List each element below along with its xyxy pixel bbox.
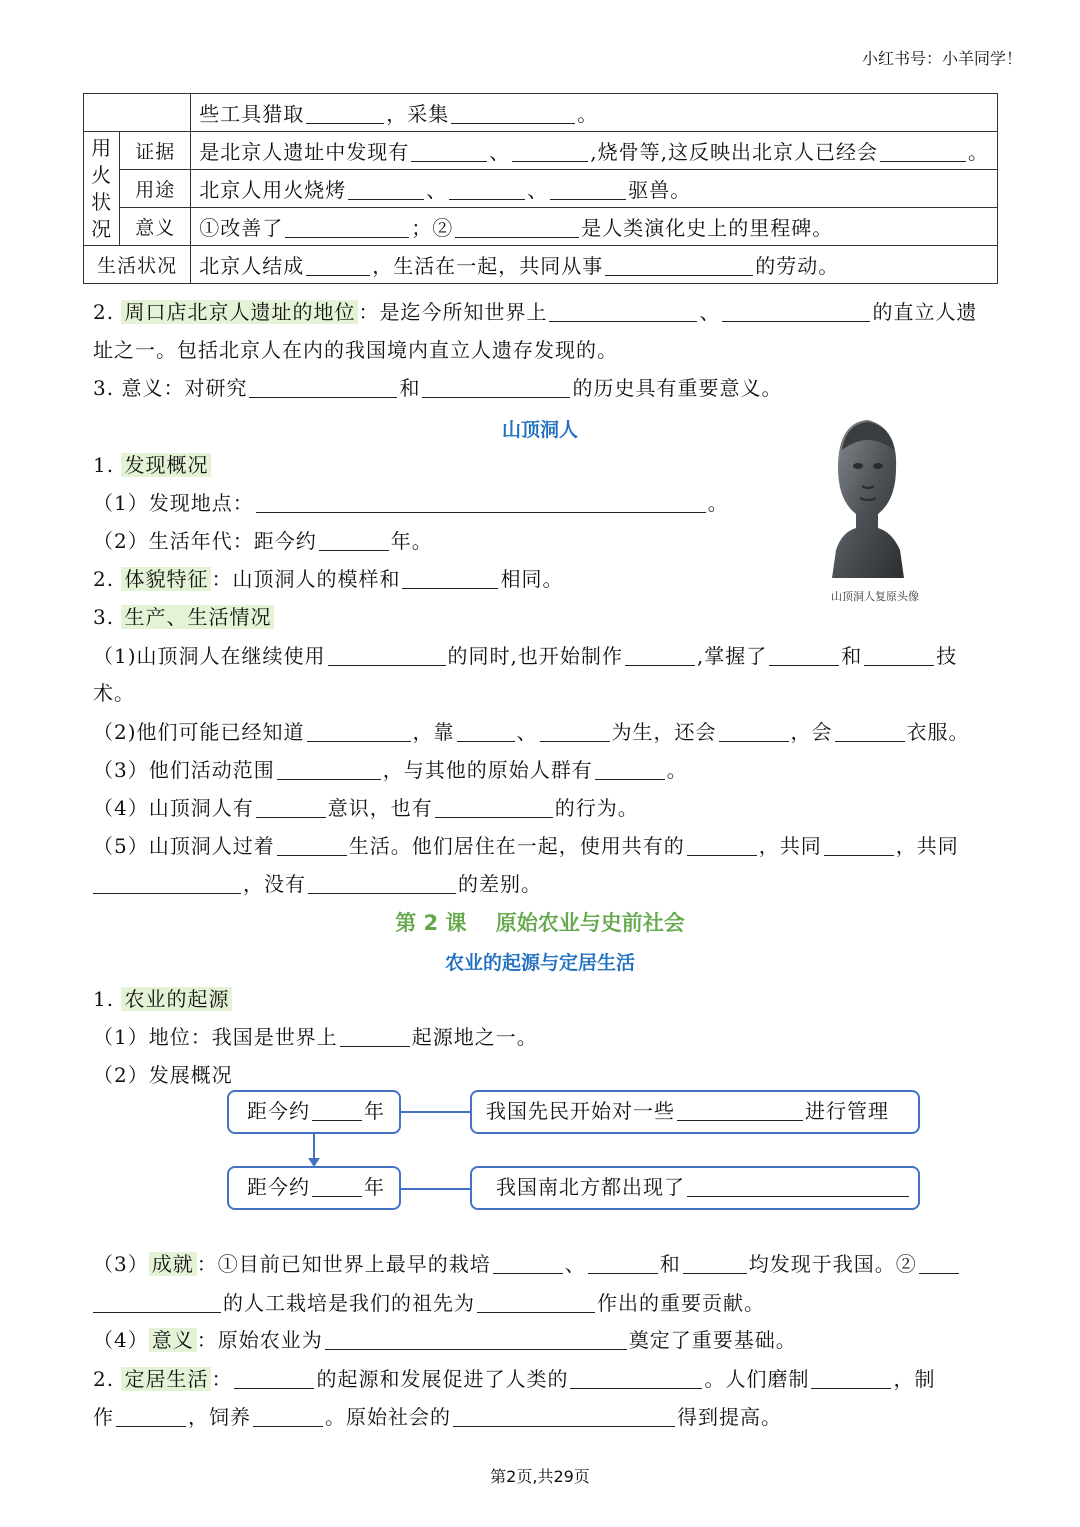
text: ：是迄今所知世界上 (358, 300, 548, 324)
meaning-label: 意义 (120, 208, 191, 246)
text: 年。 (390, 529, 433, 553)
text: 衣服。 (906, 720, 970, 744)
text: 的历史具有重要意义。 (572, 376, 783, 400)
blank[interactable] (588, 1253, 658, 1274)
text: 。原始社会的 (325, 1405, 451, 1429)
tools-text: 些工具猎取 (199, 102, 305, 126)
blank[interactable] (253, 1406, 323, 1427)
zhoukoudian-line-1 (93, 299, 977, 325)
sep: 、 (426, 178, 448, 202)
usage-text: 北京人用火烧烤 (199, 178, 347, 202)
blank[interactable] (919, 1253, 959, 1274)
text: （3）他们活动范围 (93, 758, 275, 782)
blank[interactable] (402, 568, 498, 589)
text: 奠定了重要基础。 (628, 1328, 797, 1352)
period: 。 (666, 758, 688, 782)
text: ： (211, 1367, 233, 1391)
watermark-text: 小红书号：小羊同学！ (862, 49, 1023, 68)
body-line (93, 566, 563, 592)
text: 作出的重要贡献。 (597, 1291, 765, 1315)
text: 的起源和发展促进了人类的 (316, 1367, 569, 1391)
blank[interactable] (835, 721, 905, 742)
life-text-2: ，生活在一起，共同从事 (372, 254, 604, 278)
text: 的同时,也开始制作 (447, 644, 623, 668)
place-line (93, 490, 729, 516)
text: 和 (399, 376, 421, 400)
p1-line (93, 643, 957, 669)
table-row-tools (84, 94, 998, 132)
blank[interactable] (722, 301, 870, 322)
blank[interactable] (256, 492, 706, 513)
fire-char: 用 (91, 135, 113, 160)
text: 意识，也有 (327, 796, 433, 820)
text: （2)他们可能已经知道 (93, 720, 305, 744)
blank[interactable] (512, 141, 588, 162)
meaning-text-3: 是人类演化史上的里程碑。 (581, 216, 834, 240)
blank[interactable] (769, 645, 839, 666)
blank[interactable] (325, 1329, 627, 1350)
table-row-evidence (84, 132, 998, 170)
blank[interactable] (455, 217, 579, 238)
table-row-life (84, 246, 998, 284)
significance-line (93, 375, 782, 401)
blank[interactable] (306, 255, 370, 276)
text: 年 (364, 1175, 385, 1199)
item-number: 2. (93, 1367, 115, 1391)
fire-char: 火 (91, 162, 113, 187)
blank[interactable] (411, 141, 487, 162)
p1-line-2: 术。 (93, 681, 135, 705)
blank[interactable] (493, 1253, 563, 1274)
text: 距今约 (247, 1175, 310, 1199)
fire-char: 况 (91, 216, 113, 241)
text: ：山顶洞人的模样和 (211, 567, 401, 591)
lesson-title: 第 2 课 原始农业与史前社会 (395, 911, 685, 935)
usage-label: 用途 (120, 170, 191, 208)
text: 的直立人遗 (872, 300, 978, 324)
text: （3） (93, 1252, 149, 1276)
text: 距今约 (247, 1099, 310, 1123)
blank[interactable] (864, 645, 934, 666)
life-text-3: 的劳动。 (755, 254, 840, 278)
connector-line (400, 1188, 472, 1190)
blank[interactable] (277, 835, 347, 856)
sep: 、 (699, 300, 721, 324)
achieve-line-2 (93, 1290, 765, 1316)
evidence-label: 证据 (120, 132, 191, 170)
text: 相同。 (500, 567, 564, 591)
production-heading (93, 604, 274, 630)
table-row-meaning (84, 208, 998, 246)
text: 的人工栽培是我们的祖先为 (223, 1291, 475, 1315)
blank[interactable] (306, 103, 384, 124)
text: （5）山顶洞人过着 (93, 834, 275, 858)
blank[interactable] (719, 721, 789, 742)
highlight-label: 定居生活 (121, 1367, 211, 1391)
blank[interactable] (308, 873, 456, 894)
item-number: 2. (93, 567, 115, 591)
agri-meaning-line (93, 1327, 797, 1353)
discovery-heading (93, 452, 211, 478)
item-number: 2. (93, 300, 115, 324)
text: 得到提高。 (677, 1405, 782, 1429)
blank[interactable] (677, 1100, 803, 1121)
text: 生活。他们居住在一起，使用共有的 (348, 834, 685, 858)
highlight-label: 意义 (149, 1328, 197, 1352)
era-line (93, 528, 433, 554)
sep: 、 (489, 140, 511, 164)
item-number: 3. (93, 605, 115, 629)
blank[interactable] (811, 1368, 891, 1389)
blank[interactable] (605, 255, 753, 276)
down-arrow (306, 1132, 322, 1168)
text: 和 (659, 1252, 681, 1276)
period: 。 (968, 140, 989, 164)
table-row-usage (84, 170, 998, 208)
status-line (93, 1024, 538, 1050)
blank[interactable] (312, 1100, 362, 1121)
text: 为生，还会 (611, 720, 717, 744)
gather-text: ，采集 (386, 102, 450, 126)
life-text: 北京人结成 (199, 254, 305, 278)
connector-line (400, 1111, 472, 1113)
text: （1)山顶洞人在继续使用 (93, 644, 326, 668)
text: ：原始农业为 (196, 1328, 323, 1352)
p5-line-2 (93, 871, 542, 897)
lesson-subtitle: 农业的起源与定居生活 (444, 952, 635, 974)
blank[interactable] (93, 873, 241, 894)
text: （1）发现地点： (93, 491, 254, 515)
text: （2）生活年代：距今约 (93, 529, 317, 553)
blank[interactable] (277, 759, 381, 780)
evidence-text-2: ,烧骨等,这反映出北京人已经会 (590, 140, 878, 164)
blank[interactable] (449, 179, 525, 200)
p2-line (93, 719, 970, 745)
text: ，靠 (412, 720, 455, 744)
period: 。 (577, 102, 599, 126)
blank[interactable] (249, 377, 397, 398)
item-number: 1. (93, 987, 115, 1011)
text: （4）山顶洞人有 (93, 796, 254, 820)
section-title-shanding: 山顶洞人 (501, 419, 578, 441)
beijing-man-table (83, 93, 998, 284)
blank[interactable] (435, 797, 553, 818)
text: 的差别。 (458, 872, 542, 896)
blank[interactable] (570, 1368, 702, 1389)
highlight-label: 生产、生活情况 (121, 605, 274, 629)
flow-box-management (470, 1090, 920, 1134)
upper-cave-man-bust-image (822, 410, 914, 580)
item-number: 1. (93, 453, 115, 477)
blank[interactable] (457, 721, 515, 742)
blank[interactable] (625, 645, 695, 666)
origin-heading (93, 986, 232, 1012)
fire-char: 状 (91, 189, 113, 214)
settle-line-2 (93, 1404, 782, 1430)
text: ，会 (790, 720, 833, 744)
flow-box-appearance (470, 1166, 920, 1210)
text: ，共同 (758, 834, 822, 858)
blank[interactable] (824, 835, 894, 856)
text: 和 (841, 644, 863, 668)
achieve-line (93, 1251, 961, 1277)
highlight-label: 农业的起源 (121, 987, 232, 1011)
text: ，制 (893, 1367, 936, 1391)
p3-line (93, 757, 688, 783)
text: 我国南北方都出现了 (496, 1175, 685, 1199)
text: ，与其他的原始人群有 (382, 758, 593, 782)
blank[interactable] (880, 141, 966, 162)
blank[interactable] (256, 797, 326, 818)
text: ，饲养 (188, 1405, 251, 1429)
dev-line: （2）发展概况 (93, 1063, 233, 1087)
highlight-label: 周口店北京人遗址的地位 (121, 300, 358, 324)
text: 年 (364, 1099, 385, 1123)
text: 技 (936, 644, 958, 668)
blank[interactable] (549, 301, 697, 322)
blank[interactable] (93, 1292, 221, 1313)
text: ，共同 (895, 834, 959, 858)
life-label: 生活状况 (84, 246, 191, 284)
blank[interactable] (348, 179, 424, 200)
blank[interactable] (550, 179, 626, 200)
blank[interactable] (683, 1253, 747, 1274)
blank[interactable] (234, 1368, 314, 1389)
text: 的行为。 (554, 796, 639, 820)
page-number: 第2页,共29页 (490, 1467, 590, 1486)
bust-caption: 山顶洞人复原头像 (831, 590, 919, 603)
blank[interactable] (687, 1176, 909, 1197)
blank[interactable] (477, 1292, 595, 1313)
p4-line (93, 795, 639, 821)
sep: 、 (527, 178, 549, 202)
text: 均发现于我国。② (748, 1252, 917, 1276)
blank[interactable] (453, 1406, 675, 1427)
blank[interactable] (328, 645, 446, 666)
evidence-text: 是北京人遗址中发现有 (199, 140, 410, 164)
sep: 、 (516, 720, 538, 744)
blank[interactable] (116, 1406, 186, 1427)
text: ：①目前已知世界上最早的栽培 (196, 1252, 491, 1276)
text: （4） (93, 1328, 149, 1352)
usage-text-2: 驱兽。 (628, 178, 692, 202)
p5-line (93, 833, 959, 859)
flow-box-era-2 (227, 1166, 401, 1210)
zhoukoudian-line-2: 址之一。包括北京人在内的我国境内直立人遗存发现的。 (93, 338, 618, 362)
period: 。 (707, 491, 729, 515)
blank[interactable] (307, 721, 411, 742)
text: 3. 意义：对研究 (93, 376, 248, 400)
text: 。人们磨制 (704, 1367, 810, 1391)
blank[interactable] (540, 721, 610, 742)
blank[interactable] (340, 1026, 410, 1047)
text: ,掌握了 (696, 644, 768, 668)
text: 我国先民开始对一些 (486, 1099, 675, 1123)
blank[interactable] (595, 759, 665, 780)
text: 起源地之一。 (411, 1025, 538, 1049)
fire-status-label (84, 132, 120, 246)
highlight-label: 发现概况 (121, 453, 211, 477)
blank[interactable] (319, 530, 389, 551)
meaning-text-2: ；② (411, 216, 454, 240)
text: 作 (93, 1405, 114, 1429)
blank[interactable] (687, 835, 757, 856)
blank[interactable] (422, 377, 570, 398)
text: ，没有 (243, 872, 306, 896)
highlight-label: 体貌特征 (121, 567, 211, 591)
blank[interactable] (285, 217, 409, 238)
blank[interactable] (312, 1176, 362, 1197)
flow-box-era-1 (227, 1090, 401, 1134)
text: （1）地位：我国是世界上 (93, 1025, 338, 1049)
text: 进行管理 (805, 1099, 889, 1123)
highlight-label: 成就 (149, 1252, 197, 1276)
settle-line (93, 1366, 935, 1392)
blank[interactable] (451, 103, 575, 124)
sep: 、 (564, 1252, 586, 1276)
meaning-text: ①改善了 (199, 216, 284, 240)
